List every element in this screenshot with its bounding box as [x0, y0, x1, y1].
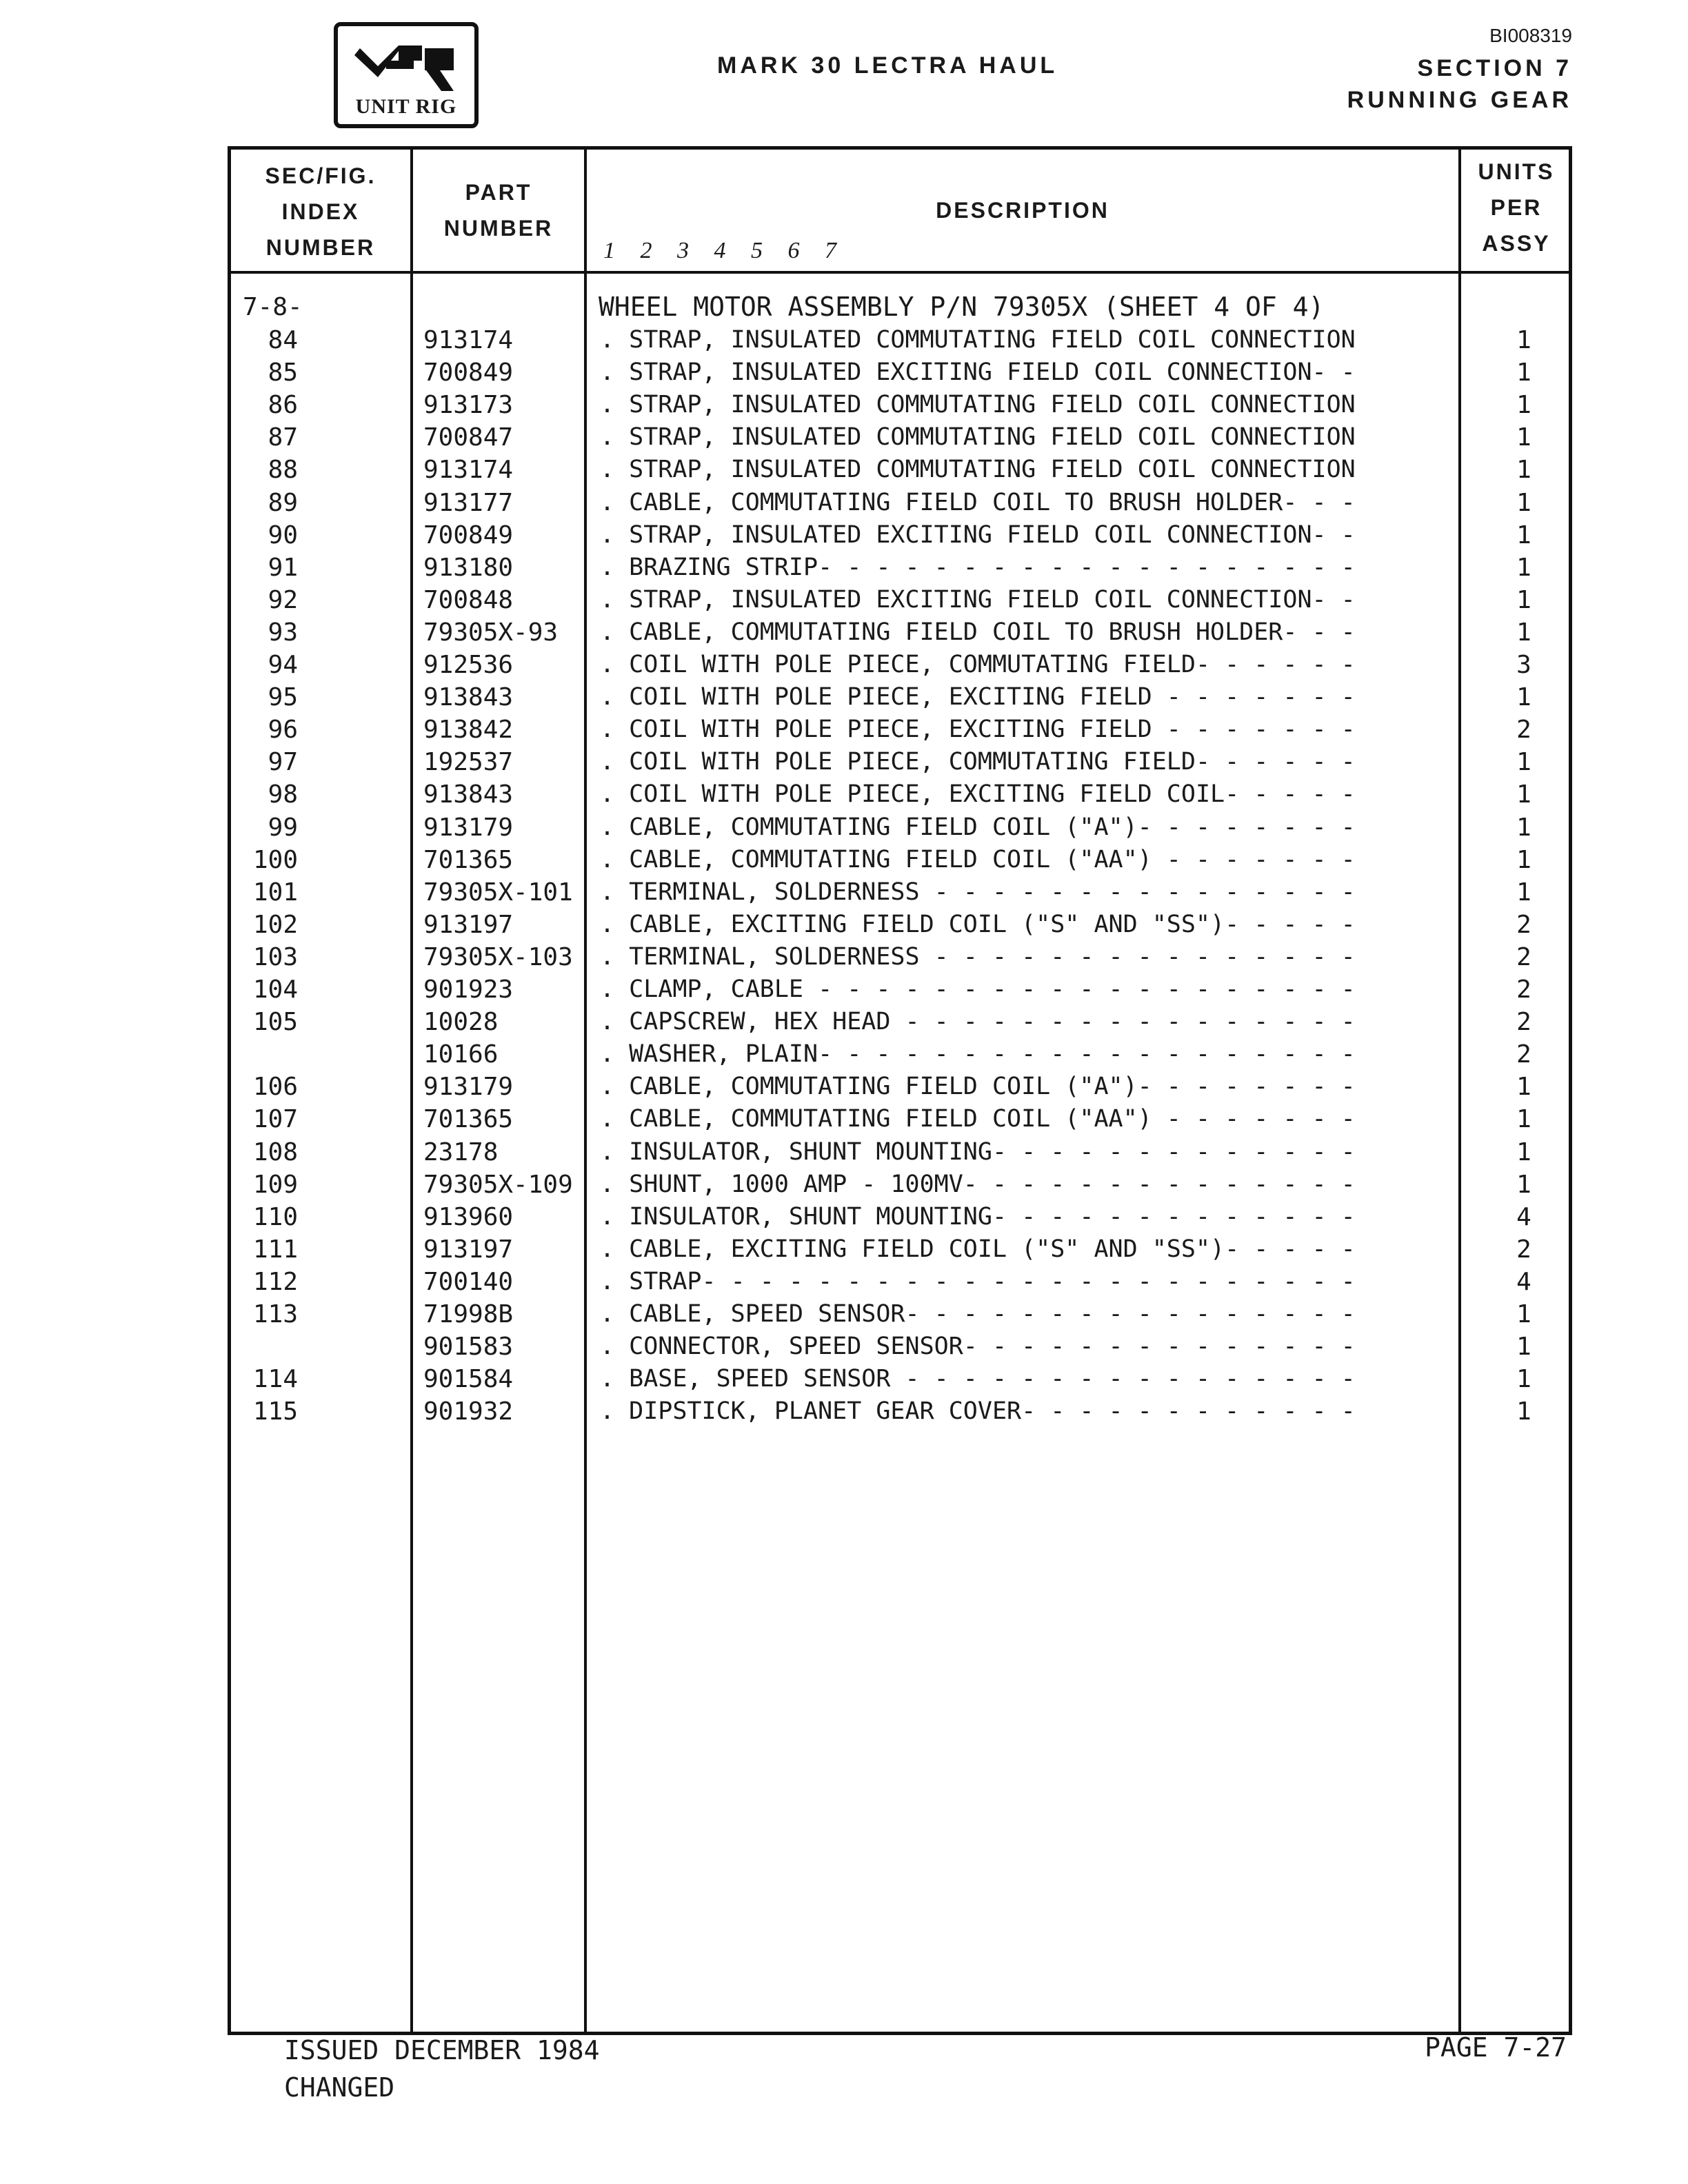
- description-cell: . TERMINAL, SOLDERNESS - - - - - - - - - - - - - - -: [600, 942, 1356, 971]
- table-row: [0, 1071, 1688, 1103]
- index-number-cell: 101: [252, 878, 298, 907]
- header-description: DESCRIPTION: [936, 198, 1109, 223]
- units-per-assy-cell: 4: [1516, 1267, 1531, 1296]
- part-number-cell: 10166: [423, 1040, 499, 1069]
- units-per-assy-cell: 2: [1516, 942, 1531, 971]
- table-row: [0, 1331, 1688, 1363]
- units-per-assy-cell: 1: [1516, 780, 1531, 809]
- table-row: [0, 1169, 1688, 1201]
- index-number-cell: 92: [268, 585, 298, 614]
- description-cell: . BRAZING STRIP- - - - - - - - - - - - - - - - - - -: [600, 553, 1356, 581]
- part-number-cell: 700849: [423, 520, 514, 549]
- index-number-cell: 97: [268, 748, 298, 777]
- index-number-cell: 114: [252, 1365, 298, 1394]
- description-cell: . INSULATOR, SHUNT MOUNTING- - - - - - - - - - - - -: [600, 1138, 1356, 1166]
- description-cell: . CAPSCREW, HEX HEAD - - - - - - - - - - - - - - - -: [600, 1008, 1356, 1036]
- table-row: [0, 811, 1688, 844]
- units-per-assy-cell: 1: [1516, 358, 1531, 387]
- units-per-assy-cell: 1: [1516, 488, 1531, 517]
- part-number-cell: 913197: [423, 910, 514, 939]
- units-per-assy-cell: 1: [1516, 748, 1531, 777]
- table-row: [0, 714, 1688, 746]
- units-per-assy-cell: 1: [1516, 585, 1531, 614]
- description-cell: . STRAP, INSULATED EXCITING FIELD COIL CONNECTION- -: [600, 358, 1356, 387]
- part-number-cell: 913174: [423, 326, 514, 354]
- index-number-cell: 91: [268, 553, 298, 582]
- index-number-cell: 100: [252, 845, 298, 874]
- table-row: [0, 941, 1688, 973]
- description-cell: . STRAP, INSULATED COMMUTATING FIELD COIL CONNECTION: [600, 391, 1356, 419]
- part-number-cell: 79305X-101: [423, 878, 573, 907]
- assembly-heading-row: [0, 291, 1688, 323]
- index-number-cell: 111: [252, 1235, 298, 1264]
- figure-reference: 7-8-: [243, 293, 303, 321]
- part-number-cell: 79305X-103: [423, 942, 573, 971]
- index-number-cell: 86: [268, 391, 298, 420]
- table-row: [0, 973, 1688, 1006]
- part-number-cell: 901584: [423, 1365, 514, 1394]
- description-cell: . COIL WITH POLE PIECE, COMMUTATING FIELD- - - - - -: [600, 651, 1356, 678]
- units-per-assy-cell: 1: [1516, 456, 1531, 485]
- table-row: [0, 1201, 1688, 1233]
- index-number-cell: 104: [252, 975, 298, 1004]
- units-per-assy-cell: 1: [1516, 1138, 1531, 1166]
- description-cell: . CABLE, SPEED SENSOR- - - - - - - - - - - - - - - -: [600, 1300, 1356, 1328]
- part-number-cell: 901583: [423, 1333, 514, 1362]
- page-number: PAGE 7-27: [1425, 2032, 1567, 2063]
- table-row: [0, 844, 1688, 876]
- index-number-cell: 107: [252, 1105, 298, 1134]
- table-row: [0, 876, 1688, 909]
- table-row: [0, 454, 1688, 486]
- table-row: [0, 909, 1688, 941]
- header-divider: [231, 271, 1569, 274]
- description-cell: . INSULATOR, SHUNT MOUNTING- - - - - - - - - - - - -: [600, 1202, 1356, 1231]
- index-number-cell: 113: [252, 1300, 298, 1328]
- table-row: [0, 519, 1688, 552]
- table-row: [0, 324, 1688, 356]
- header-text: ASSY: [1482, 231, 1551, 256]
- table-row: [0, 1103, 1688, 1135]
- units-per-assy-cell: 4: [1516, 1202, 1531, 1231]
- index-number-cell: 106: [252, 1073, 298, 1102]
- part-number-cell: 912536: [423, 651, 514, 679]
- table-row: [0, 1266, 1688, 1298]
- units-per-assy-cell: 1: [1516, 1365, 1531, 1394]
- part-number-cell: 23178: [423, 1138, 499, 1166]
- issue-date: ISSUED DECEMBER 1984: [284, 2035, 600, 2065]
- units-per-assy-cell: 1: [1516, 1397, 1531, 1426]
- section-number: SECTION 7: [1417, 55, 1572, 81]
- part-number-cell: 700847: [423, 423, 514, 452]
- units-per-assy-cell: 1: [1516, 813, 1531, 842]
- description-cell: . COIL WITH POLE PIECE, EXCITING FIELD - - - - - - -: [600, 716, 1356, 744]
- part-number-cell: 700848: [423, 585, 514, 614]
- description-cell: . COIL WITH POLE PIECE, COMMUTATING FIELD- - - - - -: [600, 748, 1356, 776]
- description-cell: . CABLE, COMMUTATING FIELD COIL ("A")- - - - - - - -: [600, 813, 1356, 841]
- part-number-cell: 913843: [423, 683, 514, 712]
- description-cell: . STRAP, INSULATED EXCITING FIELD COIL CONNECTION- -: [600, 520, 1356, 549]
- part-number-cell: 913179: [423, 1073, 514, 1102]
- index-number-cell: 96: [268, 716, 298, 745]
- index-number-cell: 110: [252, 1202, 298, 1231]
- part-number-cell: 10028: [423, 1008, 499, 1037]
- index-number-cell: 87: [268, 423, 298, 452]
- table-row: [0, 487, 1688, 519]
- units-per-assy-cell: 1: [1516, 1170, 1531, 1199]
- units-per-assy-cell: 1: [1516, 326, 1531, 354]
- part-number-cell: 901932: [423, 1397, 514, 1426]
- part-number-cell: 913843: [423, 780, 514, 809]
- units-per-assy-cell: 1: [1516, 423, 1531, 452]
- header-index-number: [231, 158, 410, 265]
- table-row: [0, 1006, 1688, 1038]
- units-per-assy-cell: 3: [1516, 651, 1531, 679]
- table-row: [0, 356, 1688, 389]
- header-text: SEC/FIG.: [265, 163, 376, 188]
- part-number-cell: 913179: [423, 813, 514, 842]
- index-number-cell: 105: [252, 1008, 298, 1037]
- assembly-title: WHEEL MOTOR ASSEMBLY P/N 79305X (SHEET 4 OF 4): [599, 292, 1325, 322]
- description-cell: . TERMINAL, SOLDERNESS - - - - - - - - - - - - - - -: [600, 878, 1356, 906]
- table-row: [0, 584, 1688, 616]
- part-number-cell: 913197: [423, 1235, 514, 1264]
- indent-level-digits: 1 2 3 4 5 6 7: [603, 238, 846, 263]
- units-per-assy-cell: 1: [1516, 520, 1531, 549]
- description-cell: . CABLE, COMMUTATING FIELD COIL ("A")- - - - - - - -: [600, 1073, 1356, 1101]
- unit-rig-logo: [334, 22, 479, 128]
- header-text: NUMBER: [265, 235, 376, 260]
- index-number-cell: 98: [268, 780, 298, 809]
- index-number-cell: 102: [252, 910, 298, 939]
- table-row: [0, 746, 1688, 778]
- logo-text: UNIT RIG: [355, 95, 457, 118]
- part-number-cell: 901923: [423, 975, 514, 1004]
- table-row: [0, 421, 1688, 454]
- table-row: [0, 1363, 1688, 1395]
- description-cell: . STRAP- - - - - - - - - - - - - - - - - - - - - - -: [600, 1267, 1356, 1295]
- header-part-number: [413, 174, 584, 246]
- index-number-cell: 89: [268, 488, 298, 517]
- table-row: [0, 1038, 1688, 1071]
- part-number-cell: 701365: [423, 845, 514, 874]
- header-text: INDEX: [281, 199, 360, 224]
- header-text: NUMBER: [443, 216, 554, 241]
- units-per-assy-cell: 2: [1516, 1235, 1531, 1264]
- description-cell: . WASHER, PLAIN- - - - - - - - - - - - - - - - - - -: [600, 1040, 1356, 1069]
- index-number-cell: 109: [252, 1170, 298, 1199]
- description-cell: . STRAP, INSULATED COMMUTATING FIELD COIL CONNECTION: [600, 326, 1356, 354]
- index-number-cell: 108: [252, 1138, 298, 1166]
- index-number-cell: 84: [268, 326, 298, 354]
- units-per-assy-cell: 1: [1516, 845, 1531, 874]
- description-cell: . STRAP, INSULATED COMMUTATING FIELD COIL CONNECTION: [600, 423, 1356, 452]
- index-number-cell: 103: [252, 942, 298, 971]
- units-per-assy-cell: 2: [1516, 910, 1531, 939]
- description-cell: . CABLE, COMMUTATING FIELD COIL ("AA") - - - - - - -: [600, 845, 1356, 873]
- header-text: PART: [465, 180, 532, 205]
- part-number-cell: 79305X-109: [423, 1170, 573, 1199]
- index-number-cell: 112: [252, 1267, 298, 1296]
- table-row: [0, 616, 1688, 649]
- units-per-assy-cell: 2: [1516, 1008, 1531, 1037]
- units-per-assy-cell: 2: [1516, 975, 1531, 1004]
- part-number-cell: 79305X-93: [423, 618, 559, 647]
- description-cell: . CABLE, EXCITING FIELD COIL ("S" AND "SS")- - - - -: [600, 910, 1356, 938]
- change-note: CHANGED: [284, 2072, 395, 2103]
- index-number-cell: 88: [268, 456, 298, 485]
- table-row: [0, 1233, 1688, 1266]
- units-per-assy-cell: 1: [1516, 1073, 1531, 1102]
- part-number-cell: 71998B: [423, 1300, 514, 1328]
- index-number-cell: 115: [252, 1397, 298, 1426]
- index-number-cell: 93: [268, 618, 298, 647]
- index-number-cell: 95: [268, 683, 298, 712]
- part-number-cell: 700140: [423, 1267, 514, 1296]
- part-number-cell: 192537: [423, 748, 514, 777]
- section-heading: [1347, 52, 1572, 116]
- units-per-assy-cell: 1: [1516, 683, 1531, 712]
- description-cell: . BASE, SPEED SENSOR - - - - - - - - - - - - - - - -: [600, 1365, 1356, 1393]
- header-text: UNITS: [1478, 159, 1555, 184]
- description-cell: . CABLE, COMMUTATING FIELD COIL TO BRUSH HOLDER- - -: [600, 618, 1356, 646]
- part-number-cell: 913960: [423, 1202, 514, 1231]
- header-units-per-assy: [1461, 154, 1571, 261]
- description-cell: . COIL WITH POLE PIECE, EXCITING FIELD COIL- - - - -: [600, 780, 1356, 809]
- description-cell: . CONNECTOR, SPEED SENSOR- - - - - - - - - - - - - -: [600, 1333, 1356, 1361]
- index-number-cell: 94: [268, 651, 298, 679]
- description-cell: . CABLE, COMMUTATING FIELD COIL ("AA") - - - - - - -: [600, 1105, 1356, 1133]
- description-cell: . CLAMP, CABLE - - - - - - - - - - - - - - - - - - -: [600, 975, 1356, 1003]
- units-per-assy-cell: 2: [1516, 1040, 1531, 1069]
- description-cell: . STRAP, INSULATED EXCITING FIELD COIL CONNECTION- -: [600, 585, 1356, 614]
- part-number-cell: 700849: [423, 358, 514, 387]
- part-number-cell: 913174: [423, 456, 514, 485]
- units-per-assy-cell: 1: [1516, 391, 1531, 420]
- index-number-cell: 85: [268, 358, 298, 387]
- table-row: [0, 552, 1688, 584]
- header-text: PER: [1490, 195, 1543, 220]
- part-number-cell: 913180: [423, 553, 514, 582]
- units-per-assy-cell: 1: [1516, 1105, 1531, 1134]
- section-name: RUNNING GEAR: [1347, 87, 1572, 113]
- units-per-assy-cell: 1: [1516, 878, 1531, 907]
- table-row: [0, 389, 1688, 421]
- part-number-cell: 913177: [423, 488, 514, 517]
- table-row: [0, 1136, 1688, 1169]
- document-id: BI008319: [1489, 25, 1572, 46]
- table-row: [0, 778, 1688, 811]
- description-cell: . SHUNT, 1000 AMP - 100MV- - - - - - - - - - - - - -: [600, 1170, 1356, 1198]
- description-cell: . CABLE, COMMUTATING FIELD COIL TO BRUSH HOLDER- - -: [600, 488, 1356, 516]
- units-per-assy-cell: 1: [1516, 1333, 1531, 1362]
- part-number-cell: 913842: [423, 716, 514, 745]
- units-per-assy-cell: 1: [1516, 618, 1531, 647]
- part-number-cell: 701365: [423, 1105, 514, 1134]
- description-cell: . CABLE, EXCITING FIELD COIL ("S" AND "SS")- - - - -: [600, 1235, 1356, 1263]
- units-per-assy-cell: 1: [1516, 1300, 1531, 1328]
- units-per-assy-cell: 1: [1516, 553, 1531, 582]
- table-row: [0, 681, 1688, 714]
- parts-list-body: [0, 291, 1688, 2014]
- table-row: [0, 649, 1688, 681]
- description-cell: . COIL WITH POLE PIECE, EXCITING FIELD - - - - - - -: [600, 683, 1356, 711]
- index-number-cell: 99: [268, 813, 298, 842]
- unit-rig-emblem-icon: [350, 36, 462, 98]
- description-cell: . DIPSTICK, PLANET GEAR COVER- - - - - - - - - - - -: [600, 1397, 1356, 1426]
- units-per-assy-cell: 2: [1516, 716, 1531, 745]
- part-number-cell: 913173: [423, 391, 514, 420]
- table-row: [0, 1395, 1688, 1428]
- manual-title: MARK 30 LECTRA HAUL: [717, 52, 1058, 79]
- table-row: [0, 1298, 1688, 1331]
- description-cell: . STRAP, INSULATED COMMUTATING FIELD COIL CONNECTION: [600, 456, 1356, 484]
- index-number-cell: 90: [268, 520, 298, 549]
